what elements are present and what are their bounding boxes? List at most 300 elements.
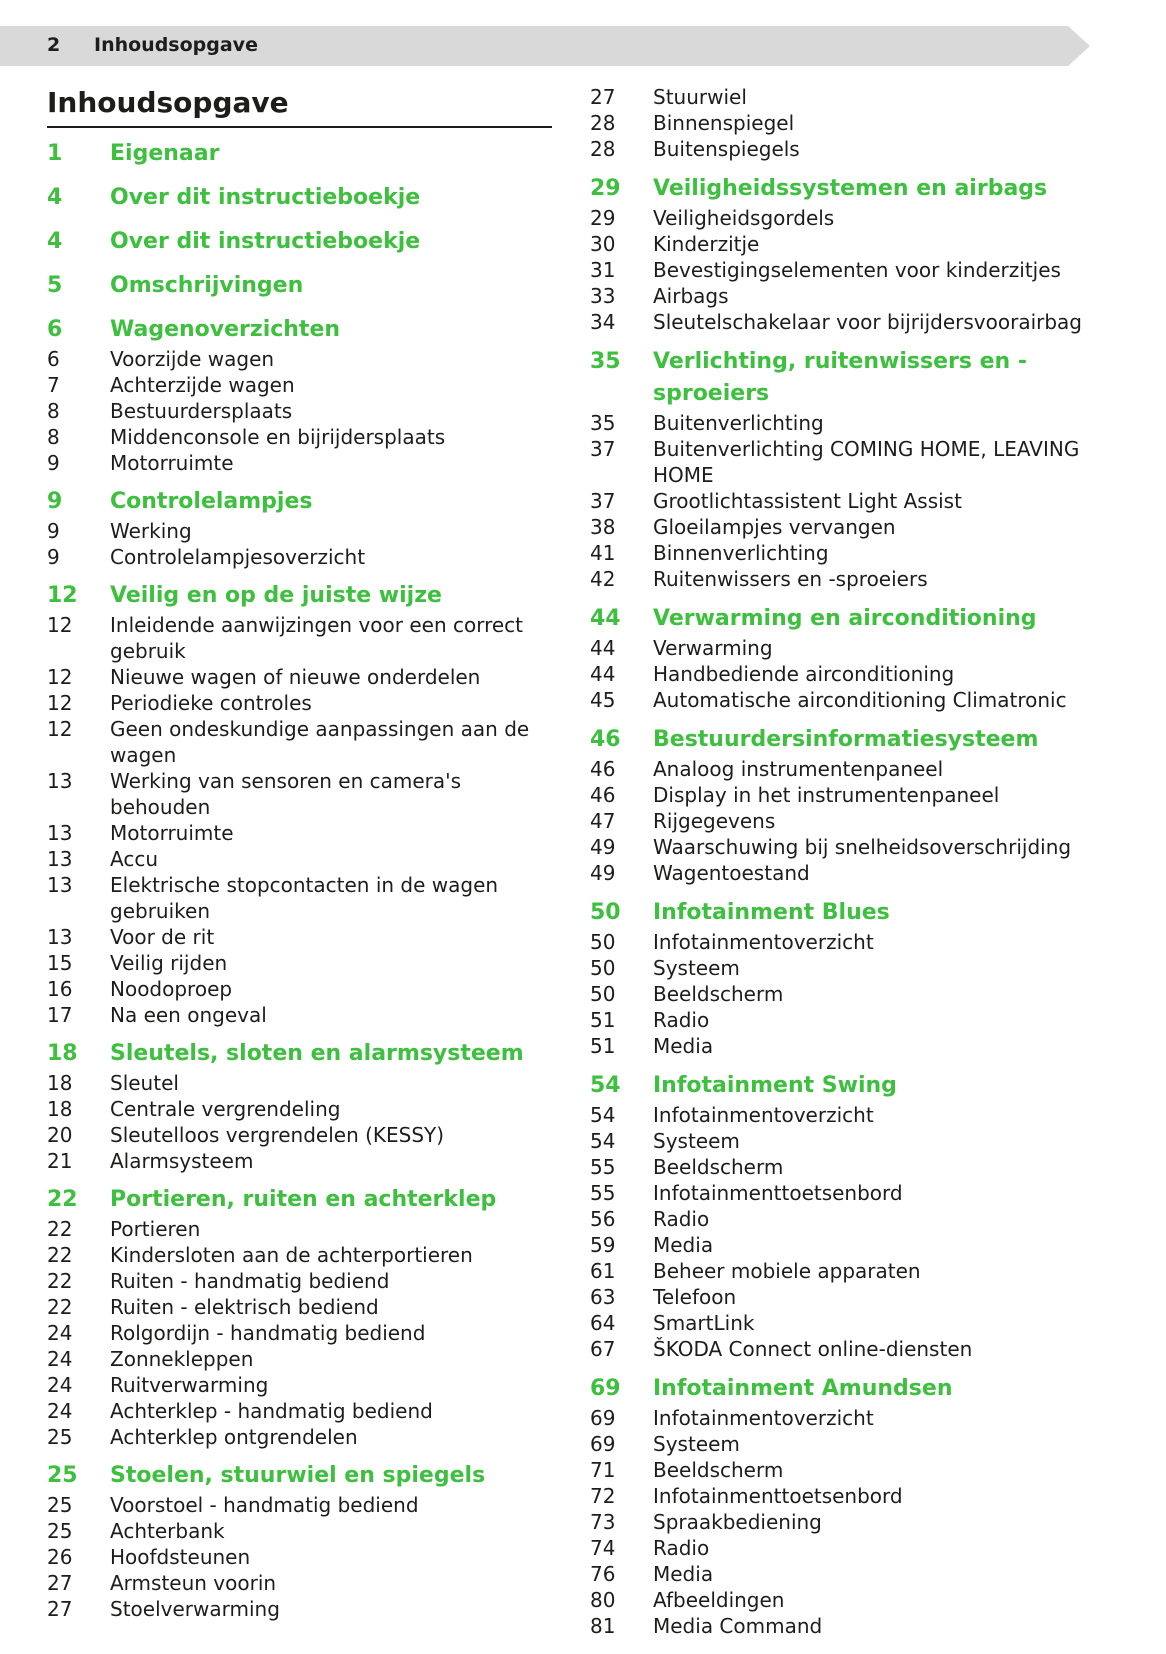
entry-title: SmartLink <box>653 1311 755 1335</box>
entry-title: Accu <box>110 847 158 871</box>
toc-entry[interactable] <box>47 924 552 950</box>
entry-title: Afbeeldingen <box>653 1588 785 1612</box>
toc-entry[interactable] <box>47 768 552 820</box>
entry-page-number: 34 <box>590 310 616 334</box>
entry-title: Middenconsole en bijrijdersplaats <box>110 425 446 449</box>
section-page-number: 18 <box>47 1041 78 1066</box>
entry-title: Infotainmenttoetsenbord <box>653 1181 903 1205</box>
toc-entry[interactable] <box>590 1535 1110 1561</box>
toc-entry[interactable] <box>47 1492 552 1518</box>
toc-entry[interactable] <box>590 1336 1110 1362</box>
toc-entry[interactable] <box>590 257 1110 283</box>
entry-title: Ruiten - handmatig bediend <box>110 1269 390 1293</box>
entry-page-number: 73 <box>590 1510 616 1534</box>
entry-page-number: 25 <box>47 1493 73 1517</box>
entry-page-number: 44 <box>590 662 616 686</box>
entry-page-number: 45 <box>590 688 616 712</box>
entry-page-number: 29 <box>590 206 616 230</box>
entry-page-number: 55 <box>590 1155 616 1179</box>
toc-entry[interactable] <box>590 110 1110 136</box>
entry-title: Bestuurdersplaats <box>110 399 293 423</box>
section-title: Portieren, ruiten en achterklep <box>110 1187 497 1212</box>
entry-title: Portieren <box>110 1217 201 1241</box>
toc-entry[interactable] <box>590 1561 1110 1587</box>
toc-section <box>47 314 552 476</box>
entry-title: Verwarming <box>653 636 773 660</box>
toc-entry[interactable] <box>47 1002 552 1028</box>
toc-entry[interactable] <box>590 1154 1110 1180</box>
entry-page-number: 9 <box>47 451 60 475</box>
toc-entry[interactable] <box>590 566 1110 592</box>
toc-entry[interactable] <box>47 346 552 372</box>
section-page-number: 25 <box>47 1463 78 1488</box>
toc-entry[interactable] <box>590 834 1110 860</box>
toc-entry[interactable] <box>590 929 1110 955</box>
entry-title: Kinderzitje <box>653 232 760 256</box>
entry-page-number: 13 <box>47 925 73 949</box>
toc-entry[interactable] <box>47 1398 552 1424</box>
entry-page-number: 47 <box>590 809 616 833</box>
entry-page-number: 25 <box>47 1425 73 1449</box>
toc-entry[interactable] <box>590 1310 1110 1336</box>
entry-page-number: 17 <box>47 1003 73 1027</box>
entry-title: Radio <box>653 1207 710 1231</box>
toc-entry[interactable] <box>47 1148 552 1174</box>
toc-entry[interactable] <box>47 1346 552 1372</box>
entry-title: Binnenverlichting <box>653 541 829 565</box>
section-title: Over dit instructieboekje <box>110 185 421 210</box>
entry-title: Infotainmenttoetsenbord <box>653 1484 903 1508</box>
toc-section <box>590 346 1110 592</box>
toc-entry[interactable] <box>47 1070 552 1096</box>
toc-entry[interactable] <box>590 231 1110 257</box>
entry-page-number: 22 <box>47 1269 73 1293</box>
entry-page-number: 59 <box>590 1233 616 1257</box>
toc-entry[interactable] <box>590 205 1110 231</box>
toc-section-heading[interactable] <box>590 346 1110 410</box>
entry-page-number: 46 <box>590 757 616 781</box>
toc-section-heading[interactable] <box>47 226 552 258</box>
toc-entry[interactable] <box>47 976 552 1002</box>
entry-title: Wagentoestand <box>653 861 810 885</box>
toc-entry[interactable] <box>590 1102 1110 1128</box>
entry-page-number: 50 <box>590 930 616 954</box>
toc-section-heading[interactable] <box>47 486 552 518</box>
toc-entry[interactable] <box>47 1544 552 1570</box>
toc-left-column <box>47 84 552 1632</box>
toc-entry[interactable] <box>47 1596 552 1622</box>
entry-title: Beeldscherm <box>653 982 784 1006</box>
entry-page-number: 12 <box>47 691 73 715</box>
entry-page-number: 13 <box>47 821 73 845</box>
toc-entry[interactable] <box>47 1242 552 1268</box>
entry-page-number: 41 <box>590 541 616 565</box>
toc-entry[interactable] <box>47 424 552 450</box>
toc-section-heading[interactable] <box>47 1038 552 1070</box>
entry-page-number: 8 <box>47 399 60 423</box>
toc-section-heading[interactable] <box>47 1460 552 1492</box>
entry-page-number: 28 <box>590 111 616 135</box>
entry-title: Motorruimte <box>110 451 234 475</box>
entry-page-number: 56 <box>590 1207 616 1231</box>
toc-section <box>590 603 1110 713</box>
toc-entry[interactable] <box>47 1570 552 1596</box>
entry-title: Infotainmentoverzicht <box>653 930 874 954</box>
toc-section <box>47 1460 552 1622</box>
toc-entry[interactable] <box>47 1216 552 1242</box>
entry-page-number: 74 <box>590 1536 616 1560</box>
toc-entry[interactable] <box>590 756 1110 782</box>
toc-entry[interactable] <box>47 1122 552 1148</box>
entry-title: Sleutelloos vergrendelen (KESSY) <box>110 1123 445 1147</box>
toc-section-heading[interactable] <box>47 138 552 170</box>
entry-page-number: 72 <box>590 1484 616 1508</box>
entry-page-number: 22 <box>47 1217 73 1241</box>
section-title: Infotainment Swing <box>653 1073 897 1098</box>
toc-entry[interactable] <box>47 950 552 976</box>
section-page-number: 54 <box>590 1073 621 1098</box>
entry-title: Werking <box>110 519 192 543</box>
entry-title: Voorzijde wagen <box>110 347 275 371</box>
toc-entry[interactable] <box>590 1405 1110 1431</box>
toc-section-heading[interactable] <box>590 173 1110 205</box>
entry-title: Kindersloten aan de achterportieren <box>110 1243 473 1267</box>
toc-entry[interactable] <box>590 514 1110 540</box>
toc-entry[interactable] <box>47 372 552 398</box>
entry-title: Rolgordijn - handmatig bediend <box>110 1321 426 1345</box>
toc-entry[interactable] <box>47 544 552 570</box>
entry-title: Achterbank <box>110 1519 225 1543</box>
entry-title: Systeem <box>653 1432 740 1456</box>
toc-entry[interactable] <box>590 1206 1110 1232</box>
entry-title: Ruiten - elektrisch bediend <box>110 1295 379 1319</box>
entry-title: Media <box>653 1034 714 1058</box>
entry-title: Geen ondeskundige aanpassingen aan de wagen <box>110 717 530 767</box>
entry-page-number: 12 <box>47 665 73 689</box>
entry-title: Media Command <box>653 1614 823 1638</box>
entry-page-number: 71 <box>590 1458 616 1482</box>
entry-title: Beeldscherm <box>653 1155 784 1179</box>
entry-page-number: 8 <box>47 425 60 449</box>
entry-page-number: 25 <box>47 1519 73 1543</box>
entry-title: Voor de rit <box>110 925 215 949</box>
section-page-number: 4 <box>47 229 63 254</box>
entry-title: Radio <box>653 1008 710 1032</box>
toc-entry[interactable] <box>47 1320 552 1346</box>
section-title: Verwarming en airconditioning <box>653 606 1037 631</box>
entry-title: Beeldscherm <box>653 1458 784 1482</box>
toc-entry[interactable] <box>47 1268 552 1294</box>
entry-page-number: 69 <box>590 1432 616 1456</box>
entry-title: Zonnekleppen <box>110 1347 254 1371</box>
toc-entry[interactable] <box>47 690 552 716</box>
entry-title: Buitenspiegels <box>653 137 800 161</box>
toc-right-list <box>590 84 1110 1639</box>
section-title: Over dit instructieboekje <box>110 229 421 254</box>
toc-section-heading[interactable] <box>590 897 1110 929</box>
toc-section-heading[interactable] <box>47 580 552 612</box>
entry-page-number: 54 <box>590 1103 616 1127</box>
toc-left-list <box>47 138 552 1622</box>
section-page-number: 6 <box>47 317 63 342</box>
toc-entry[interactable] <box>590 1431 1110 1457</box>
entry-page-number: 24 <box>47 1373 73 1397</box>
toc-section-heading[interactable] <box>47 314 552 346</box>
entry-title: Sleutelschakelaar voor bijrijdersvoorairbag <box>653 310 1082 334</box>
entry-title: Achterklep - handmatig bediend <box>110 1399 433 1423</box>
toc-entry[interactable] <box>590 782 1110 808</box>
entry-page-number: 55 <box>590 1181 616 1205</box>
entry-page-number: 20 <box>47 1123 73 1147</box>
entry-title: Systeem <box>653 1129 740 1153</box>
section-page-number: 69 <box>590 1376 621 1401</box>
entry-title: Veiligheidsgordels <box>653 206 835 230</box>
toc-entry[interactable] <box>590 1258 1110 1284</box>
entry-page-number: 51 <box>590 1008 616 1032</box>
entry-page-number: 28 <box>590 137 616 161</box>
entry-title: Waarschuwing bij snelheidsoverschrijding <box>653 835 1072 859</box>
entry-page-number: 46 <box>590 783 616 807</box>
toc-section <box>590 724 1110 886</box>
toc-entry[interactable] <box>590 136 1110 162</box>
toc-section <box>47 138 552 170</box>
entry-title: Bevestigingselementen voor kinderzitjes <box>653 258 1061 282</box>
entry-page-number: 35 <box>590 411 616 435</box>
toc-section <box>47 270 552 302</box>
entry-title: Alarmsysteem <box>110 1149 254 1173</box>
toc-entry[interactable] <box>47 1424 552 1450</box>
section-page-number: 1 <box>47 141 63 166</box>
section-page-number: 22 <box>47 1187 78 1212</box>
entry-page-number: 44 <box>590 636 616 660</box>
entry-page-number: 24 <box>47 1321 73 1345</box>
toc-entry[interactable] <box>590 661 1110 687</box>
toc-entry[interactable] <box>590 1232 1110 1258</box>
toc-section <box>47 226 552 258</box>
toc-entry[interactable] <box>590 410 1110 436</box>
section-page-number: 9 <box>47 489 63 514</box>
entry-title: Automatische airconditioning Climatronic <box>653 688 1067 712</box>
toc-entry[interactable] <box>590 1457 1110 1483</box>
entry-page-number: 22 <box>47 1295 73 1319</box>
entry-title: Binnenspiegel <box>653 111 795 135</box>
toc-entry[interactable] <box>47 716 552 768</box>
section-page-number: 4 <box>47 185 63 210</box>
entry-page-number: 81 <box>590 1614 616 1638</box>
section-page-number: 44 <box>590 606 621 631</box>
entry-title: Achterklep ontgrendelen <box>110 1425 358 1449</box>
section-title: Stoelen, stuurwiel en spiegels <box>110 1463 486 1488</box>
section-page-number: 50 <box>590 900 621 925</box>
entry-title: Periodieke controles <box>110 691 312 715</box>
toc-entry[interactable] <box>47 398 552 424</box>
toc-entry[interactable] <box>590 1284 1110 1310</box>
entry-page-number: 54 <box>590 1129 616 1153</box>
entry-title: Grootlichtassistent Light Assist <box>653 489 962 513</box>
entry-title: Telefoon <box>653 1285 737 1309</box>
toc-entry[interactable] <box>590 1613 1110 1639</box>
entry-title: Hoofdsteunen <box>110 1545 251 1569</box>
section-page-number: 12 <box>47 583 78 608</box>
entry-page-number: 9 <box>47 545 60 569</box>
toc-entry[interactable] <box>47 612 552 664</box>
entry-title: Nieuwe wagen of nieuwe onderdelen <box>110 665 481 689</box>
toc-entry[interactable] <box>590 84 1110 110</box>
toc-entry[interactable] <box>590 687 1110 713</box>
entry-page-number: 50 <box>590 956 616 980</box>
toc-entry[interactable] <box>47 820 552 846</box>
toc-entry[interactable] <box>590 1033 1110 1059</box>
entry-title: Stoelverwarming <box>110 1597 280 1621</box>
entry-title: Gloeilampjes vervangen <box>653 515 896 539</box>
entry-title: Armsteun voorin <box>110 1571 277 1595</box>
entry-title: Na een ongeval <box>110 1003 267 1027</box>
toc-entry[interactable] <box>590 1007 1110 1033</box>
entry-title: Spraakbediening <box>653 1510 822 1534</box>
toc-section <box>590 1070 1110 1362</box>
entry-title: Media <box>653 1233 714 1257</box>
page-title: Inhoudsopgave <box>47 84 552 128</box>
toc-entry[interactable] <box>590 860 1110 886</box>
toc-entry[interactable] <box>590 955 1110 981</box>
toc-section <box>47 486 552 570</box>
entry-page-number: 21 <box>47 1149 73 1173</box>
entry-page-number: 30 <box>590 232 616 256</box>
entry-title: Airbags <box>653 284 729 308</box>
toc-entry[interactable] <box>47 518 552 544</box>
toc-entry[interactable] <box>590 309 1110 335</box>
entry-page-number: 49 <box>590 861 616 885</box>
toc-section-heading[interactable] <box>47 1184 552 1216</box>
section-title: Eigenaar <box>110 141 220 166</box>
toc-entry[interactable] <box>590 808 1110 834</box>
toc-section <box>47 580 552 1028</box>
entry-page-number: 49 <box>590 835 616 859</box>
section-title: Infotainment Amundsen <box>653 1376 953 1401</box>
toc-entry[interactable] <box>47 1294 552 1320</box>
toc-entry[interactable] <box>47 1518 552 1544</box>
section-page-number: 29 <box>590 176 621 201</box>
entry-page-number: 6 <box>47 347 60 371</box>
entry-page-number: 51 <box>590 1034 616 1058</box>
toc-section-heading[interactable] <box>590 603 1110 635</box>
toc-section-heading[interactable] <box>47 270 552 302</box>
entry-title: Beheer mobiele apparaten <box>653 1259 921 1283</box>
toc-entry[interactable] <box>47 1096 552 1122</box>
entry-page-number: 63 <box>590 1285 616 1309</box>
entry-page-number: 50 <box>590 982 616 1006</box>
section-title: Controlelampjes <box>110 489 313 514</box>
toc-entry[interactable] <box>47 664 552 690</box>
entry-page-number: 18 <box>47 1097 73 1121</box>
entry-title: Werking van sensoren en camera's behouden <box>110 769 462 819</box>
section-title: Sleutels, sloten en alarmsysteem <box>110 1041 524 1066</box>
toc-section-heading[interactable] <box>590 1070 1110 1102</box>
toc-entry[interactable] <box>47 872 552 924</box>
entry-page-number: 42 <box>590 567 616 591</box>
entry-page-number: 15 <box>47 951 73 975</box>
toc-entry[interactable] <box>47 846 552 872</box>
entry-title: Rijgegevens <box>653 809 776 833</box>
toc-entry[interactable] <box>590 540 1110 566</box>
toc-entry[interactable] <box>590 1180 1110 1206</box>
entry-page-number: 33 <box>590 284 616 308</box>
entry-title: Radio <box>653 1536 710 1560</box>
section-title: Omschrijvingen <box>110 273 304 298</box>
entry-page-number: 37 <box>590 489 616 513</box>
entry-title: ŠKODA Connect online-diensten <box>653 1337 973 1361</box>
toc-entry[interactable] <box>590 1128 1110 1154</box>
section-title: Veiligheidssystemen en airbags <box>653 176 1048 201</box>
entry-title: Ruitverwarming <box>110 1373 269 1397</box>
section-title: Veilig en op de juiste wijze <box>110 583 442 608</box>
section-title: Wagenoverzichten <box>110 317 341 342</box>
entry-title: Buitenverlichting <box>653 411 824 435</box>
entry-page-number: 26 <box>47 1545 73 1569</box>
entry-page-number: 13 <box>47 847 73 871</box>
entry-page-number: 22 <box>47 1243 73 1267</box>
toc-entry[interactable] <box>590 981 1110 1007</box>
section-page-number: 35 <box>590 349 621 374</box>
page-number: 2 <box>47 34 61 56</box>
toc-entry[interactable] <box>590 488 1110 514</box>
entry-title: Achterzijde wagen <box>110 373 295 397</box>
section-title: Bestuurdersinformatiesysteem <box>653 727 1039 752</box>
entry-page-number: 76 <box>590 1562 616 1586</box>
toc-entry[interactable] <box>590 1483 1110 1509</box>
entry-page-number: 12 <box>47 613 73 637</box>
toc-section <box>47 1184 552 1450</box>
toc-entry[interactable] <box>590 1509 1110 1535</box>
page-header-bar <box>0 26 1090 66</box>
entry-page-number: 69 <box>590 1406 616 1430</box>
entry-page-number: 31 <box>590 258 616 282</box>
header-title: Inhoudsopgave <box>94 34 258 56</box>
entry-title: Buitenverlichting COMING HOME, LEAVING HOME <box>653 437 1080 487</box>
toc-section-heading[interactable] <box>590 724 1110 756</box>
toc-entry[interactable] <box>590 635 1110 661</box>
entry-title: Elektrische stopcontacten in de wagen gebruiken <box>110 873 499 923</box>
toc-entry[interactable] <box>590 283 1110 309</box>
toc-section <box>590 84 1110 162</box>
entry-title: Infotainmentoverzicht <box>653 1103 874 1127</box>
entry-page-number: 80 <box>590 1588 616 1612</box>
toc-entry[interactable] <box>47 1372 552 1398</box>
entry-page-number: 27 <box>590 85 616 109</box>
entry-title: Stuurwiel <box>653 85 747 109</box>
entry-page-number: 24 <box>47 1347 73 1371</box>
entry-page-number: 27 <box>47 1597 73 1621</box>
entry-page-number: 24 <box>47 1399 73 1423</box>
toc-entry[interactable] <box>47 450 552 476</box>
entry-page-number: 7 <box>47 373 60 397</box>
toc-section-heading[interactable] <box>47 182 552 214</box>
entry-page-number: 64 <box>590 1311 616 1335</box>
entry-title: Noodoproep <box>110 977 233 1001</box>
toc-section <box>590 897 1110 1059</box>
entry-title: Media <box>653 1562 714 1586</box>
toc-right-column <box>590 84 1110 1650</box>
entry-page-number: 12 <box>47 717 73 741</box>
toc-section-heading[interactable] <box>590 1373 1110 1405</box>
section-title: Infotainment Blues <box>653 900 890 925</box>
toc-entry[interactable] <box>590 1587 1110 1613</box>
toc-entry[interactable] <box>590 436 1110 488</box>
entry-page-number: 38 <box>590 515 616 539</box>
section-page-number: 5 <box>47 273 63 298</box>
entry-page-number: 61 <box>590 1259 616 1283</box>
toc-section <box>590 1373 1110 1639</box>
